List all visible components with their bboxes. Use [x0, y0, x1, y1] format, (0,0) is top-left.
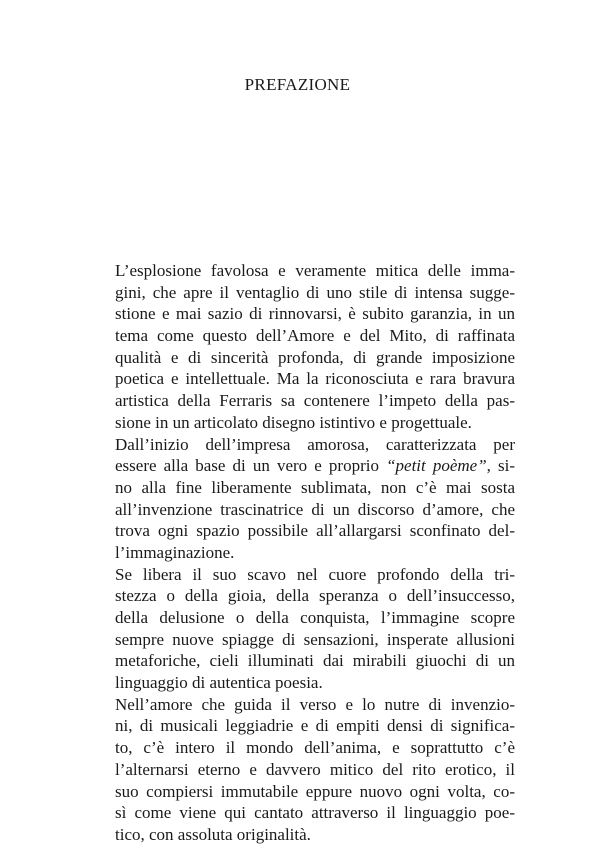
- text-line: to, c’è intero il mondo dell’anima, e soprattutto c’è: [115, 738, 515, 758]
- text-line: tico, con assoluta originalità.: [115, 824, 311, 844]
- text-line: qualità e di sincerità profonda, di grande imposizione: [115, 347, 515, 367]
- paragraph-4: [115, 694, 515, 846]
- paragraph-3: [115, 564, 515, 694]
- text-line: no alla fine liberamente sublimata, non c’è mai sosta: [115, 477, 515, 497]
- text-line: sempre nuove spiagge di sensazioni, insperate allusioni: [115, 629, 515, 649]
- text-line-mixed: [115, 455, 515, 477]
- text-line: stione e mai sazio di rinnovarsi, è subito garanzia, in un: [115, 304, 515, 324]
- text-line: metaforiche, cieli illuminati dai mirabili giuochi di un: [115, 651, 515, 671]
- text-segment: , si-: [486, 456, 516, 476]
- text-line: Nell’amore che guida il verso e lo nutre di invenzio-: [115, 694, 515, 714]
- text-line: sì come viene qui cantato attraverso il linguaggio poe-: [115, 803, 515, 823]
- text-line: Se libera il suo scavo nel cuore profondo della tri-: [115, 564, 515, 584]
- text-line: stezza o della gioia, della speranza o dell’insuccesso,: [115, 586, 515, 606]
- text-line: poetica e intellettuale. Ma la riconosciuta e rara bravura: [115, 369, 515, 389]
- text-line: suo compiersi immutabile eppure nuovo ogni volta, co-: [115, 781, 515, 801]
- text-line: L’esplosione favolosa e veramente mitica delle imma-: [115, 261, 515, 280]
- text-line: l’alternarsi eterno e davvero mitico del rito erotico, il: [115, 759, 515, 779]
- text-segment: essere alla base di un vero e proprio: [115, 456, 379, 476]
- text-line: l’immaginazione.: [115, 542, 235, 562]
- text-line: Dall’inizio dell’impresa amorosa, caratterizzata per: [115, 434, 515, 454]
- text-line: ni, di musicali leggiadrie e di empiti densi di significa-: [115, 716, 515, 736]
- text-line: artistica della Ferraris sa contenere l’impeto della pas-: [115, 391, 515, 411]
- text-line: trova ogni spazio possibile all’allargarsi sconfinato del-: [115, 521, 515, 541]
- text-line: tema come questo dell’Amore e del Mito, di raffinata: [115, 326, 515, 346]
- text-line: gini, che apre il ventaglio di uno stile di intensa sugge-: [115, 282, 515, 302]
- paragraph-1: [115, 260, 515, 434]
- page-title: PREFAZIONE: [244, 75, 351, 94]
- text-line: linguaggio di autentica poesia.: [115, 673, 323, 693]
- text-line: all’invenzione trascinatrice di un discorso d’amore, che: [115, 499, 515, 519]
- paragraph-2: [115, 434, 515, 564]
- italic-phrase: “petit poème”: [386, 456, 487, 476]
- text-line: della delusione o della conquista, l’immagine scopre: [115, 608, 515, 627]
- text-line: sione in un articolato disegno istintivo e progettuale.: [115, 412, 472, 432]
- preface-body: [115, 260, 515, 846]
